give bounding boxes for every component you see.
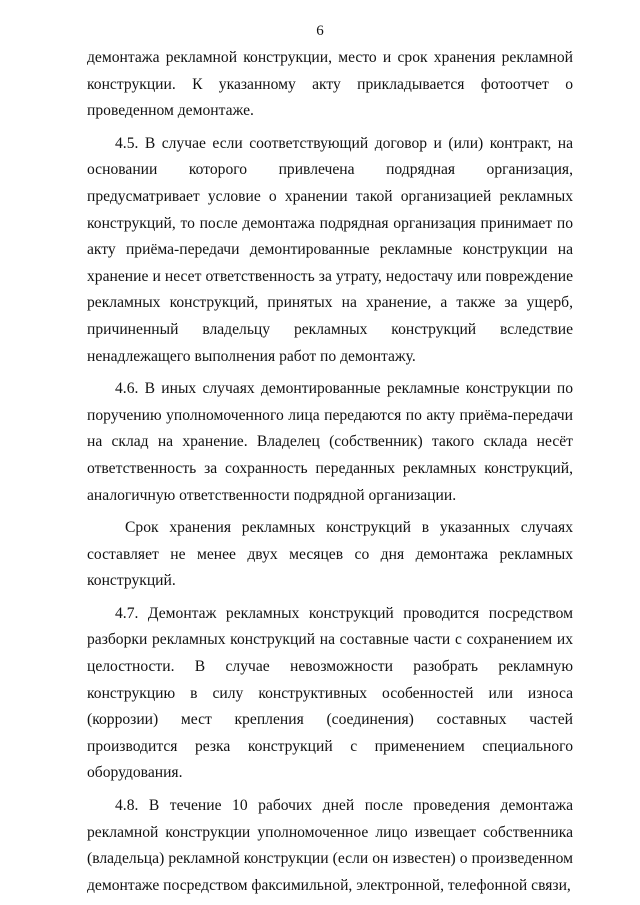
paragraph-4-6: 4.6. В иных случаях демонтированные рекламные конструкции по поручению уполномоченного лица передаются по акту приёма-передачи на склад на хранение. Владелец (собственник) такого склада несёт ответственность за сохранность переданных рекламных конструкций, аналогичную ответственности подрядной организации.	[87, 380, 573, 504]
document-body	[87, 45, 573, 905]
paragraph-4-8: 4.8. В течение 10 рабочих дней после проведения демонтажа рекламной конструкции уполномоченное лицо извещает собственника (владельца) рекламной конструкции (если он известен) о произведенном демонтаже посредством факсимильной, электронной, телефонной связи,	[87, 797, 573, 894]
page-number: 6	[316, 23, 324, 39]
paragraph-4-5: 4.5. В случае если соответствующий договор и (или) контракт, на основании которого привлечена подрядная организация, предусматривает условие о хранении такой организацией рекламных конструкций, то после демонтажа подрядная организация принимает по акту приёма-передачи демонтированные рекламные конструкции на хранение и несет ответственность за утрату, недостачу или повреждение рекламных конструкций, принятых на хранение, а также за ущерб, причиненный владельцу рекламных конструкций вследствие ненадлежащего выполнения работ по демонтажу.	[87, 134, 573, 365]
paragraph-continuation: демонтажа рекламной конструкции, место и срок хранения рекламной конструкции. К указанному акту прикладывается фотоотчет о проведенном демонтаже.	[87, 49, 573, 120]
paragraph-4-7: 4.7. Демонтаж рекламных конструкций проводится посредством разборки рекламных конструкций на составные части с сохранением их целостности. В случае невозможности разобрать рекламную конструкцию в силу конструктивных особенностей или износа (коррозии) мест крепления (соединения) составных частей производится резка конструкций с применением специального оборудования.	[87, 604, 573, 782]
paragraph-storage-term: Срок хранения рекламных конструкций в указанных случаях составляет не менее двух месяцев со дня демонтажа рекламных конструкций.	[87, 519, 573, 590]
